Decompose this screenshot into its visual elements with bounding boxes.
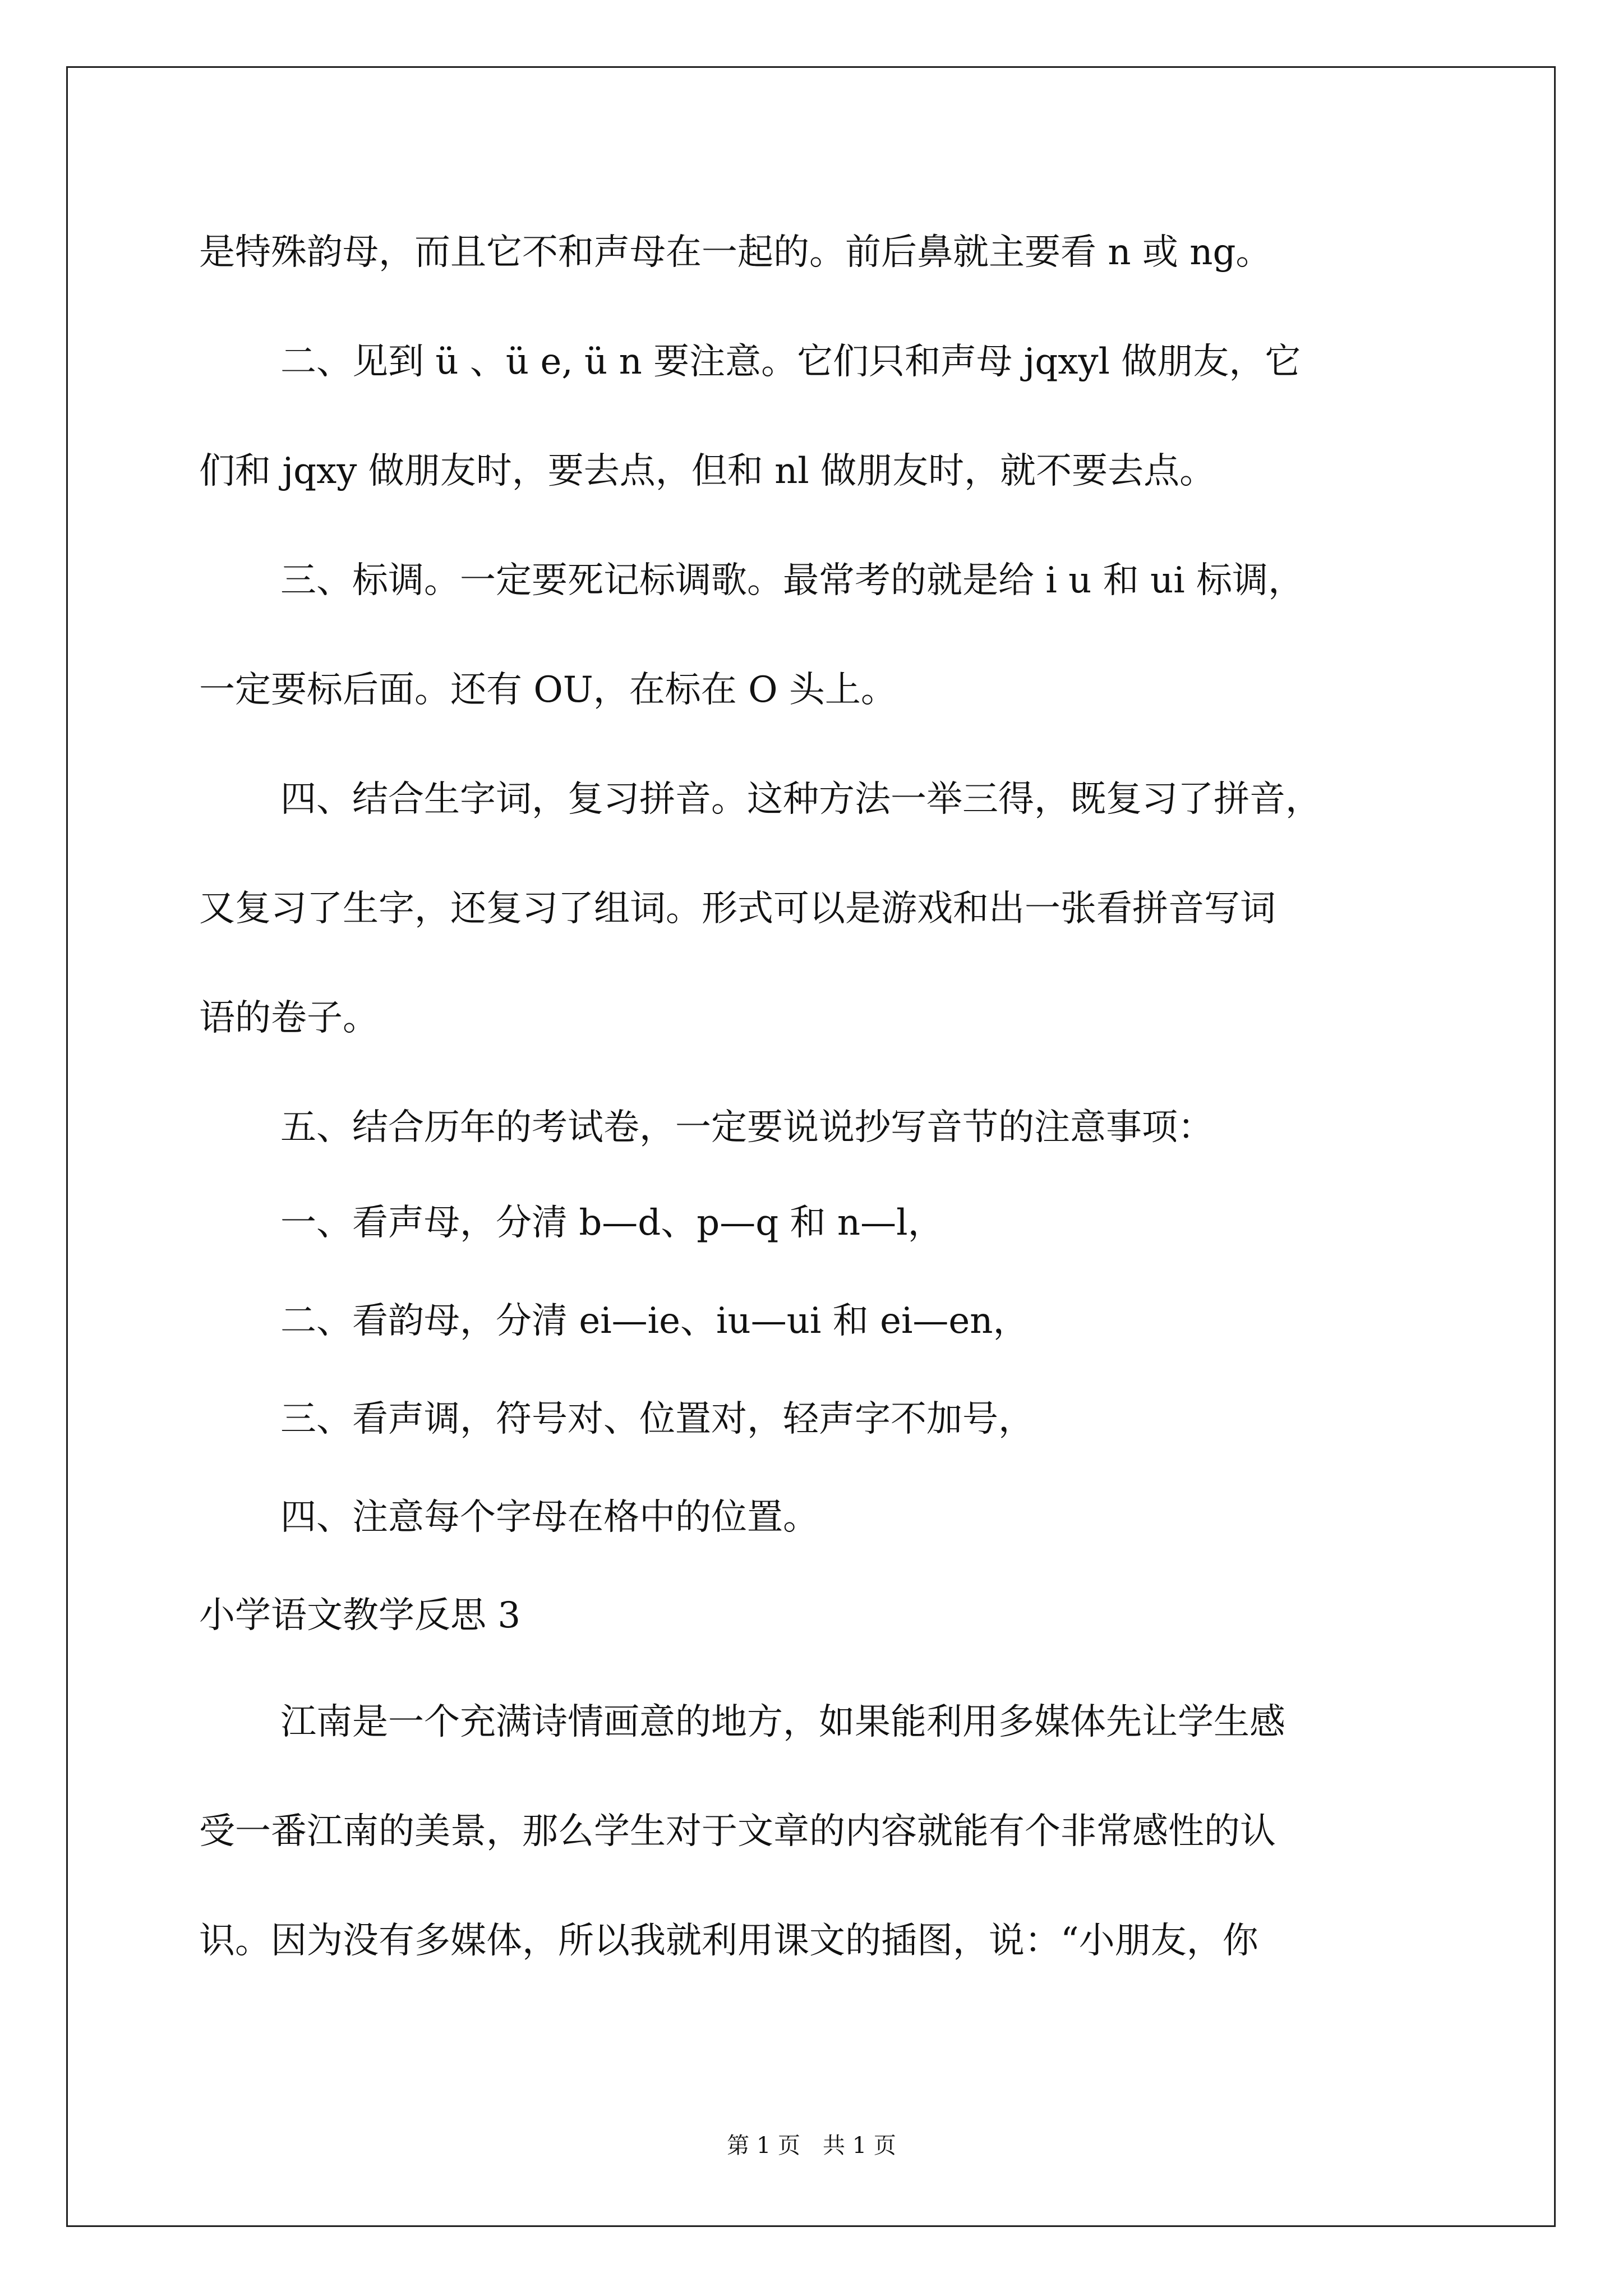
text-line: 二、见到 ü 、ü e, ü n 要注意。它们只和声母 jqxyl 做朋友，它 xyxy=(280,341,1301,383)
text-line: 是特殊韵母，而且它不和声母在一起的。前后鼻就主要看 n 或 ng。 xyxy=(199,232,1272,273)
text-line: 江南是一个充满诗情画意的地方，如果能利用多媒体先让学生感 xyxy=(280,1701,1285,1743)
page-footer: 第 1 页 共 1 页 xyxy=(727,2133,896,2159)
text-line: 又复习了生字，还复习了组词。形式可以是游戏和出一张看拼音写词 xyxy=(199,888,1276,930)
text-line: 五、结合历年的考试卷，一定要说说抄写音节的注意事项： xyxy=(280,1107,1214,1148)
text-line: 一、看声母，分清 b—d、p—q 和 n—l， xyxy=(280,1202,944,1244)
text-line: 四、注意每个字母在格中的位置。 xyxy=(280,1497,819,1538)
text-line: 们和 jqxy 做朋友时，要去点，但和 nl 做朋友时，就不要去点。 xyxy=(199,450,1216,492)
text-line: 语的卷子。 xyxy=(199,997,379,1039)
text-line: 一定要标后面。还有 OU，在标在 O 头上。 xyxy=(199,669,897,711)
section-heading: 小学语文教学反思 3 xyxy=(199,1595,521,1636)
text-line: 受一番江南的美景，那么学生对于文章的内容就能有个非常感性的认 xyxy=(199,1811,1276,1852)
text-line: 识。因为没有多媒体，所以我就利用课文的插图，说：“小朋友，你 xyxy=(199,1920,1258,1962)
text-line: 二、看韵母，分清 ei—ie、iu—ui 和 ei—en， xyxy=(280,1300,1029,1342)
text-line: 三、标调。一定要死记标调歌。最常考的就是给 i u 和 ui 标调， xyxy=(280,560,1304,601)
text-line: 三、看声调，符号对、位置对，轻声字不加号， xyxy=(280,1398,1034,1440)
text-line: 四、结合生字词，复习拼音。这种方法一举三得，既复习了拼音， xyxy=(280,779,1321,820)
